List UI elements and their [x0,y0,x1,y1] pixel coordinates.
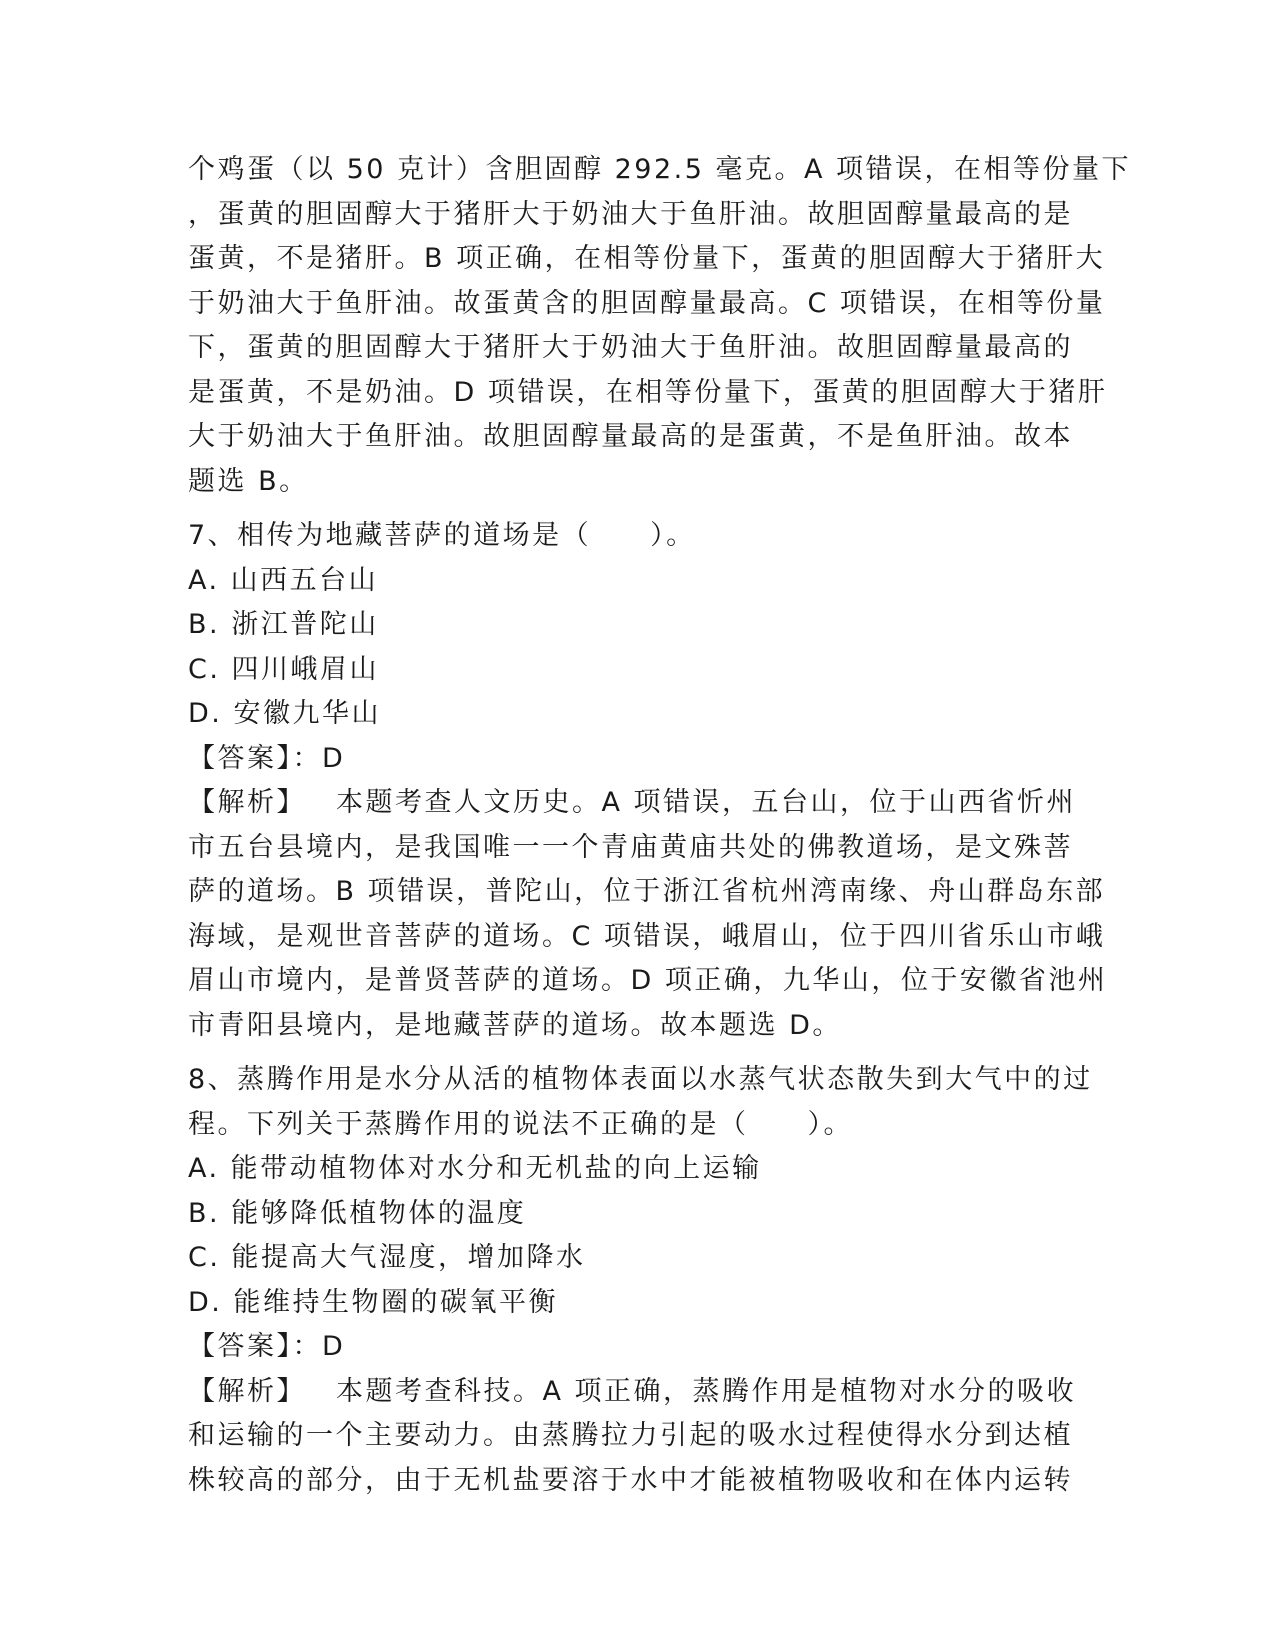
spacer [188,504,1088,514]
text-line: 和运输的一个主要动力。由蒸腾拉力引起的吸水过程使得水分到达植 [188,1420,1073,1451]
question-stem: 8、蒸腾作用是水分从活的植物体表面以水蒸气状态散失到大气中的过 [188,1064,1093,1095]
text-line: 市青阳县境内，是地藏菩萨的道场。故本题选 D。 [188,1009,842,1041]
text-line: 于奶油大于鱼肝油。故蛋黄含的胆固醇量最高。C 项错误，在相等份量 [188,287,1106,319]
explanation-label: 【解析】 [188,1375,306,1407]
option-c: C. 能提高大气湿度，增加降水 [188,1242,586,1273]
text-line: 大于奶油大于鱼肝油。故胆固醇量最高的是蛋黄，不是鱼肝油。故本 [188,421,1073,452]
answer-value: D [322,742,346,774]
option-d: D. 安徽九华山 [188,698,381,729]
text-line: 蛋黄，不是猪肝。B 项正确，在相等份量下，蛋黄的胆固醇大于猪肝大 [188,243,1106,274]
option-c: C. 四川峨眉山 [188,653,380,685]
text-line: 是蛋黄，不是奶油。D 项错误，在相等份量下，蛋黄的胆固醇大于猪肝 [188,376,1108,408]
answer-line [188,737,1088,782]
text-line: 题选 B。 [188,465,309,497]
explanation-text: 本题考查人文历史。A 项错误，五台山，位于山西省忻州 [336,787,1077,818]
option-b: B. 能够降低植物体的温度 [188,1197,527,1229]
question-stem: 7、相传为地藏菩萨的道场是（ ）。 [188,520,696,551]
question-stem: 程。下列关于蒸腾作用的说法不正确的是（ ）。 [188,1108,853,1140]
spacer [188,1048,1088,1058]
text-line: 株较高的部分，由于无机盐要溶于水中才能被植物吸收和在体内运转 [188,1464,1073,1496]
explanation-text: 本题考查科技。A 项正确，蒸腾作用是植物对水分的吸收 [336,1375,1077,1407]
text-line: 眉山市境内，是普贤菩萨的道场。D 项正确，九华山，位于安徽省池州 [188,965,1108,996]
text-line: 市五台县境内，是我国唯一一个青庙黄庙共处的佛教道场，是文殊菩 [188,831,1073,863]
option-a: A. 山西五台山 [188,564,379,596]
text-line: 海域，是观世音菩萨的道场。C 项错误，峨眉山，位于四川省乐山市峨 [188,920,1106,952]
answer-label: 【答案】： [188,1331,322,1362]
text-line: 下，蛋黄的胆固醇大于猪肝大于奶油大于鱼肝油。故胆固醇量最高的 [188,332,1073,363]
document-page [188,148,1132,1503]
question-8 [188,1058,1093,1503]
answer-value: D [322,1331,346,1362]
question-7 [188,514,1108,1048]
answer-label: 【答案】： [188,742,322,774]
q6-explanation-continued [188,148,1132,504]
option-d: D. 能维持生物圈的碳氧平衡 [188,1286,558,1318]
answer-line [188,1325,1088,1370]
text-line: ，蛋黄的胆固醇大于猪肝大于奶油大于鱼肝油。故胆固醇量最高的是 [188,198,1073,230]
explanation-line [188,781,1088,826]
explanation-label: 【解析】 [188,787,306,818]
text-line: 萨的道场。B 项错误，普陀山，位于浙江省杭州湾南缘、舟山群岛东部 [188,876,1106,907]
explanation-line [188,1370,1088,1415]
option-b: B. 浙江普陀山 [188,609,379,640]
text-line: 个鸡蛋（以 50 克计）含胆固醇 292.5 毫克。A 项错误，在相等份量下 [188,154,1132,185]
option-a: A. 能带动植物体对水分和无机盐的向上运输 [188,1153,762,1184]
